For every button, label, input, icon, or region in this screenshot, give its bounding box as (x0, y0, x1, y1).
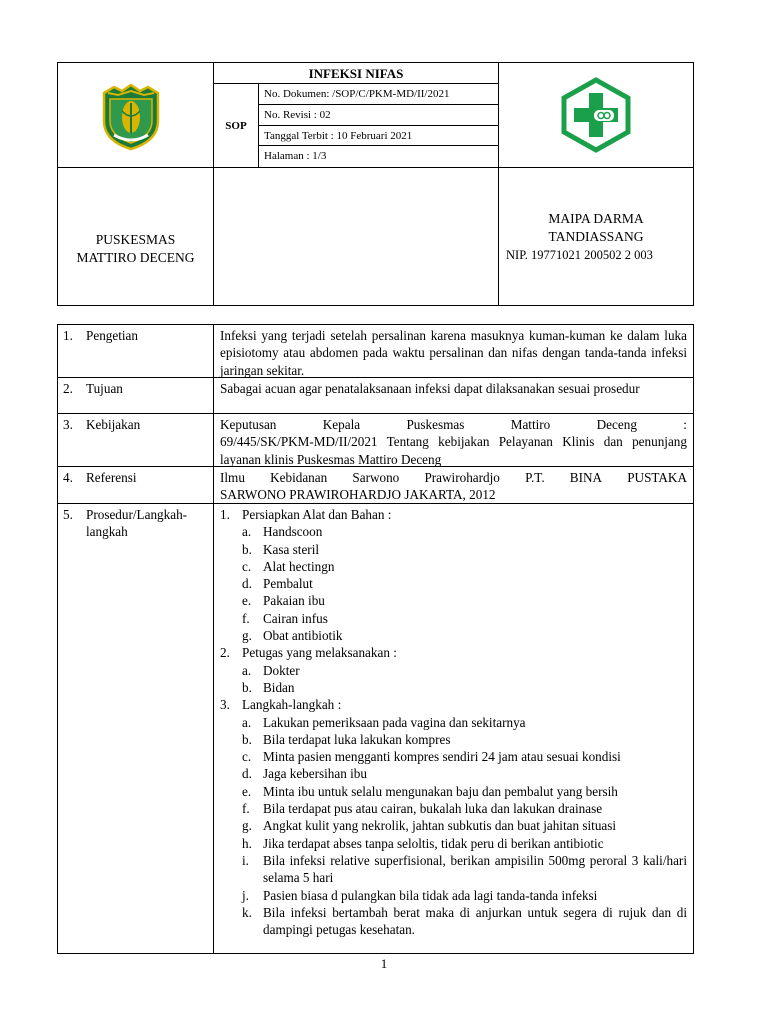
list-item (220, 800, 687, 817)
list-item-text: Pakaian ibu (263, 593, 325, 609)
section-row-referensi (58, 467, 693, 504)
list-item (220, 852, 687, 887)
header-table (57, 62, 694, 306)
list-item-marker: e. (242, 783, 252, 799)
list-item-text: Dokter (263, 662, 300, 678)
section-number: 3. (63, 417, 73, 432)
list-item (220, 558, 687, 575)
signatory-name-2: TANDIASSANG (548, 229, 644, 244)
reference-first-line: Ilmu Kebidanan Sarwono Prawirohardjo P.T. BINA PUSTAKA (220, 470, 687, 485)
list-item-marker: e. (242, 593, 252, 609)
list-item-marker: h. (242, 835, 252, 851)
issue-date: Tanggal Terbit : 10 Februari 2021 (259, 126, 498, 147)
list-item-text: Bidan (263, 679, 295, 695)
list-item (220, 904, 687, 939)
list-item-text: Bila infeksi bertambah berat maka di anjurkan untuk segera di rujuk dan di dampingi petugas kesehatan. (263, 904, 687, 938)
list-item-marker: f. (242, 801, 250, 817)
reference-second-line: SARWONO PRAWIROHARDJO JAKARTA, 2012 (220, 487, 496, 503)
list-item (220, 887, 687, 904)
list-item-text: Angkat kulit yang nekrolik, jahtan subkutis dan buat jahitan situasi (263, 818, 617, 834)
list-item-text: Cairan infus (263, 610, 328, 626)
mark-cell (499, 63, 694, 168)
section-content (220, 469, 687, 504)
section-content: Infeksi yang terjadi setelah persalinan karena masuknya kuman-kuman ke dalam luka episiotomy atau abdomen pada waktu persalinan dan nifas dengan tanda-tanda infeksi jaringan sekitar. (220, 328, 687, 378)
section-row-kebijakan (58, 414, 693, 467)
list-item-text: Bila terdapat luka lakukan kompres (263, 731, 451, 747)
signatory-nip: NIP. 19771021 200502 2 003 (506, 248, 653, 262)
list-item-marker: b. (242, 731, 252, 747)
list-item (220, 610, 687, 627)
list-item-marker: a. (242, 662, 252, 678)
logo-cell (58, 63, 214, 168)
regional-emblem-icon (96, 81, 166, 151)
list-item (220, 835, 687, 852)
list-item-text: Alat hectingn (263, 558, 335, 574)
list-item (220, 541, 687, 558)
list-item-text: Bila infeksi relative superfisional, berikan ampisilin 500mg peroral 3 kali/hari selama 5 hari (263, 852, 687, 886)
list-item (220, 592, 687, 609)
list-item-text: Minta ibu untuk selalu mengunakan baju dan pembalut yang bersih (263, 783, 618, 799)
signatory-name-1: MAIPA DARMA (548, 211, 644, 226)
list-item-marker: d. (242, 766, 252, 782)
list-item-text: Pembalut (263, 576, 313, 592)
list-item-marker: c. (242, 558, 252, 574)
section-number: 1. (63, 328, 73, 343)
procedure-table (57, 324, 694, 954)
revision-number: No. Revisi : 02 (259, 105, 498, 126)
list-item-marker: g. (242, 628, 252, 644)
list-item (220, 679, 687, 696)
list-item (220, 662, 687, 679)
list-item-marker: b. (242, 679, 252, 695)
section-label: Pengetian (86, 328, 139, 343)
list-item-text: Jika terdapat abses tanpa seloltis, tidak peru di berikan antibiotic (263, 835, 604, 851)
section-content: Sabagai acuan agar penatalaksanaan infeksi dapat dilaksanakan sesuai prosedur (220, 381, 640, 396)
org-line-1: PUSKESMAS (95, 232, 176, 247)
policy-text: 69/445/SK/PKM-MD/II/2021 Tentang kebijakan Pelayanan Klinis dan penunjang layanan klinis Puskesmas Mattiro Deceng (220, 434, 687, 467)
list-item (220, 817, 687, 834)
approval-blank-cell (214, 168, 499, 306)
sop-label: SOP (214, 84, 259, 167)
list-item-marker: f. (242, 610, 250, 626)
list-item-marker: c. (242, 749, 252, 765)
procedure-group: 3. Langkah-langkah : (220, 697, 342, 713)
section-number: 4. (63, 470, 73, 485)
procedure-group: 2. Petugas yang melaksanakan : (220, 645, 397, 661)
section-label: Kebijakan (86, 417, 141, 432)
list-item-marker: a. (242, 524, 252, 540)
list-item (220, 783, 687, 800)
section-row-prosedur (58, 504, 693, 953)
section-row-tujuan (58, 378, 693, 414)
section-number: 2. (63, 381, 73, 396)
list-item (220, 765, 687, 782)
organization-name (58, 168, 214, 306)
list-item-marker: b. (242, 541, 252, 557)
policy-first-line: Keputusan Kepala Puskesmas Mattiro Deceng : (220, 417, 687, 432)
list-item (220, 575, 687, 592)
page-count: Halaman : 1/3 (264, 150, 327, 163)
section-content (220, 416, 687, 468)
section-row-pengertian (58, 325, 693, 378)
list-item-text: Lakukan pemeriksaan pada vagina dan sekitarnya (263, 714, 526, 730)
list-item-marker: g. (242, 818, 252, 834)
org-line-2: MATTIRO DECENG (76, 250, 195, 265)
section-label: Prosedur/Langkah-langkah (86, 507, 188, 540)
section-content (220, 506, 687, 938)
list-item-marker: d. (242, 576, 252, 592)
list-item (220, 731, 687, 748)
list-item-marker: i. (242, 852, 249, 868)
sop-cell (214, 63, 499, 168)
section-label: Tujuan (86, 381, 123, 396)
list-item-marker: a. (242, 714, 252, 730)
list-item-text: Minta pasien mengganti kompres sendiri 24 jam atau sesuai kondisi (263, 749, 621, 765)
section-label: Referensi (86, 470, 137, 485)
list-item (220, 627, 687, 644)
list-item-text: Jaga kebersihan ibu (263, 766, 367, 782)
doc-number: No. Dokumen: /SOP/C/PKM-MD/II/2021 (259, 84, 498, 105)
section-number: 5. (63, 507, 73, 522)
list-item-text: Bila terdapat pus atau cairan, bukalah luka dan lakukan drainase (263, 801, 603, 817)
list-item (220, 523, 687, 540)
list-item-text: Handscoon (263, 524, 323, 540)
list-item-text: Obat antibiotik (263, 628, 343, 644)
list-item (220, 714, 687, 731)
list-item-marker: k. (242, 904, 252, 920)
procedure-group: 1. Persiapkan Alat dan Bahan : (220, 507, 392, 522)
list-item-marker: j. (242, 887, 249, 903)
list-item-text: Kasa steril (263, 541, 320, 557)
list-item (220, 748, 687, 765)
page-number: 1 (380, 956, 388, 971)
list-item-text: Pasien biasa d pulangkan bila tidak ada lagi tanda-tanda infeksi (263, 887, 598, 903)
document-title: INFEKSI NIFAS (214, 63, 498, 84)
signatory-cell (499, 168, 694, 306)
health-cross-logo-icon (558, 77, 634, 153)
